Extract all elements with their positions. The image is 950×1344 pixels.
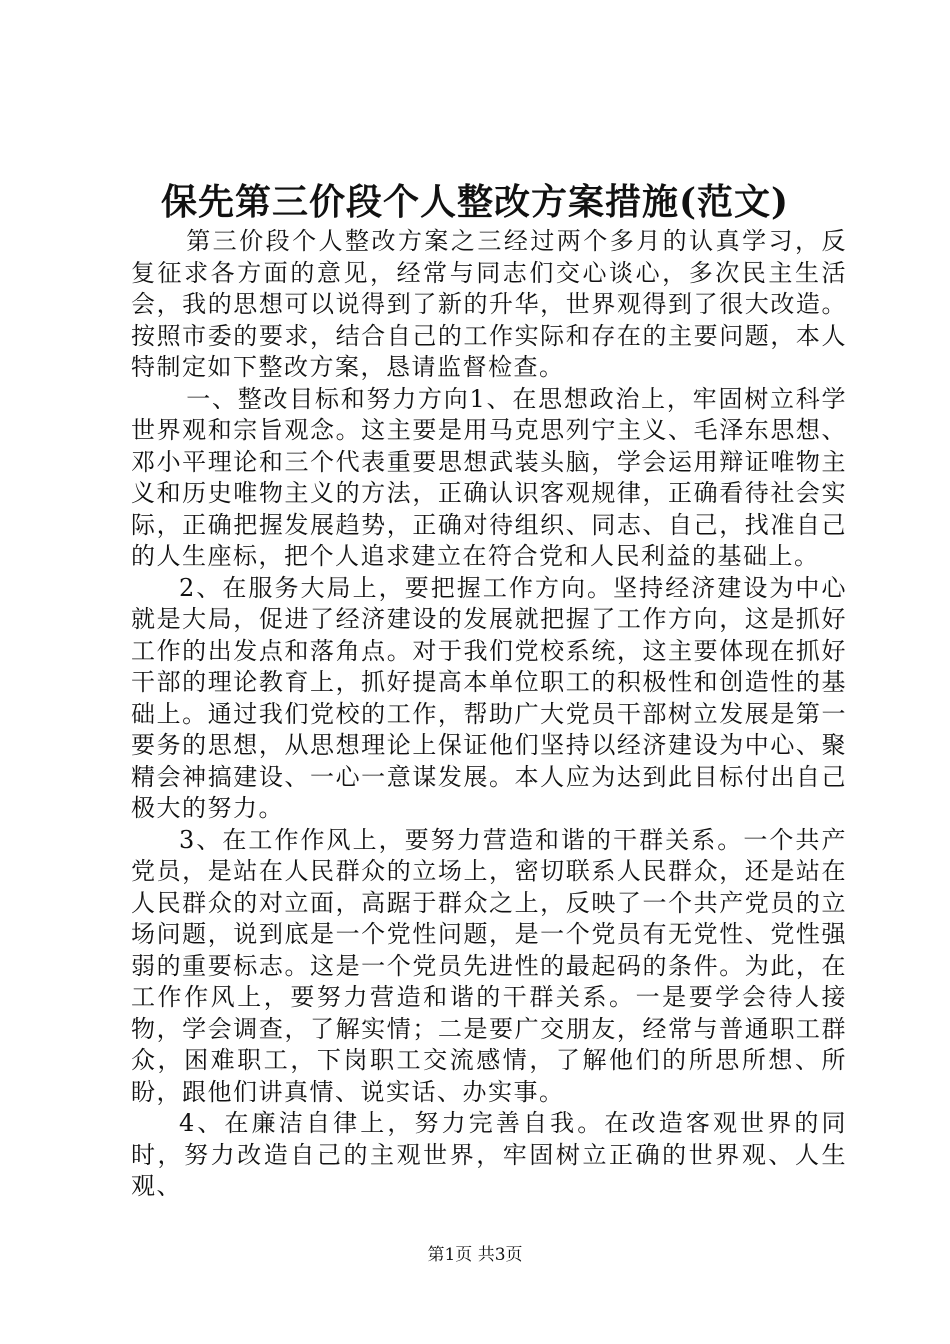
paragraph-section-2: 2、在服务大局上，要把握工作方向。坚持经济建设为中心就是大局，促进了经济建设的发展就把握了工作方向，这是抓好工作的出发点和落角点。对于我们党校系统，这主要体现在抓好干部的理论教育上，抓好提高本单位职工的积极性和创造性的基础上。通过我们党校的工作，帮助广大党员干部树立发展是第一要务的思想，从思想理论上保证他们坚持以经济建设为中心、聚精会神搞建设、一心一意谋发展。本人应为达到此目标付出自己极大的努力。 [131,573,847,822]
document-body [131,226,847,1203]
paragraph-section-3: 3、在工作作风上，要努力营造和谐的干群关系。一个共产党员，是站在人民群众的立场上，密切联系人民群众，还是站在人民群众的对立面，高踞于群众之上，反映了一个共产党员的立场问题，说到底是一个党性问题，是一个党员有无党性、党性强弱的重要标志。这是一个党员先进性的最起码的条件。为此，在工作作风上，要努力营造和谐的干群关系。一是要学会待人接物，学会调查，了解实情；二是要广交朋友，经常与普通职工群众，困难职工，下岗职工交流感情，了解他们的所思所想、所盼，跟他们讲真情、说实话、办实事。 [131,825,847,1106]
document-title: 保先第三价段个人整改方案措施(范文) [160,181,790,223]
paragraph-section-1: 一、整改目标和努力方向1、在思想政治上，牢固树立科学世界观和宗旨观念。这主要是用马克思列宁主义、毛泽东思想、邓小平理论和三个代表重要思想武装头脑，学会运用辩证唯物主义和历史唯物主义的方法，正确认识客观规律，正确看待社会实际，正确把握发展趋势，正确对待组织、同志、自己，找准自己的人生座标，把个人追求建立在符合党和人民利益的基础上。 [131,384,847,570]
paragraph-intro: 第三价段个人整改方案之三经过两个多月的认真学习，反复征求各方面的意见，经常与同志们交心谈心，多次民主生活会，我的思想可以说得到了新的升华，世界观得到了很大改造。按照市委的要求，结合自己的工作实际和存在的主要问题，本人特制定如下整改方案，恳请监督检查。 [131,227,847,381]
paragraph-section-4: 4、在廉洁自律上，努力完善自我。在改造客观世界的同时，努力改造自己的主观世界，牢固树立正确的世界观、人生观、 [131,1109,847,1200]
page-footer: 第1页 共3页 [427,1245,523,1265]
